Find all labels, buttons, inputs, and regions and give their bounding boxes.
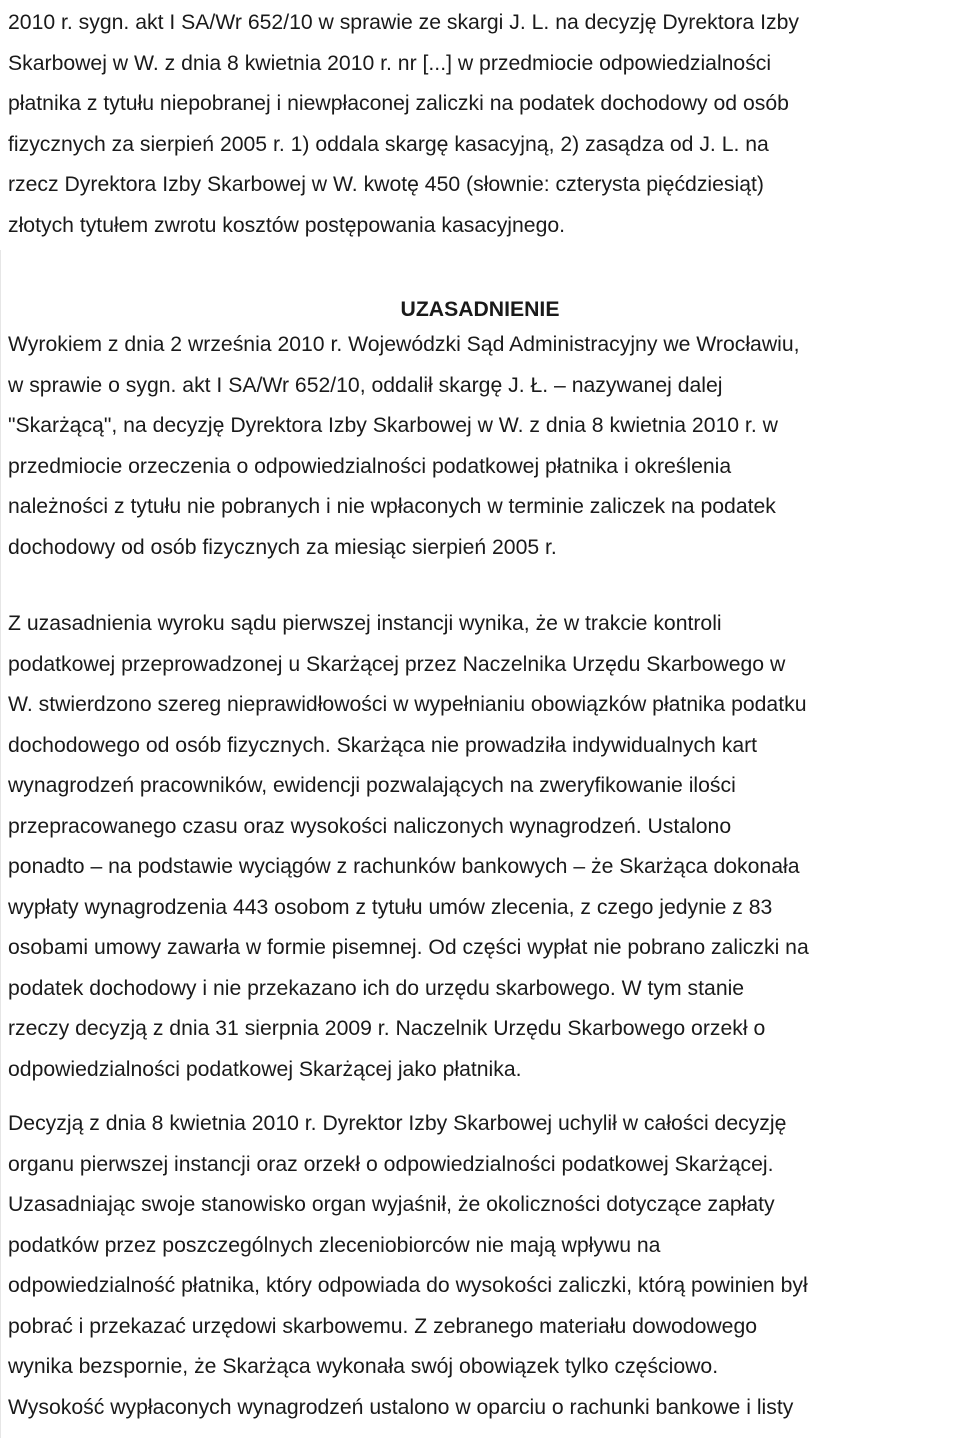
- text-line: odpowiedzialność płatnika, który odpowiada do wysokości zaliczki, którą powinien był: [8, 1274, 808, 1297]
- text-line: płatnika z tytułu niepobranej i niewpłaconej zaliczki na podatek dochodowy od osób: [8, 92, 789, 115]
- text-line: wynika bezspornie, że Skarżąca wykonała swój obowiązek tylko częściowo.: [8, 1355, 719, 1378]
- text-line: dochodowego od osób fizycznych. Skarżąca nie prowadziła indywidualnych kart: [8, 733, 758, 757]
- text-line: przepracowanego czasu oraz wysokości naliczonych wynagrodzeń. Ustalono: [8, 814, 732, 838]
- text-line: W. stwierdzono szereg nieprawidłowości w wypełnianiu obowiązków płatnika podatku: [8, 693, 807, 716]
- judgment-operative-paragraph: [8, 3, 956, 246]
- text-line: podatkowej przeprowadzonej u Skarżącej przez Naczelnika Urzędu Skarbowego w: [8, 652, 786, 676]
- text-line: odpowiedzialności podatkowej Skarżącej jako płatnika.: [8, 1057, 522, 1081]
- text-line: rzecz Dyrektora Izby Skarbowej w W. kwotę 450 (słownie: czterysta pięćdziesiąt): [8, 173, 764, 196]
- text-line: wypłaty wynagrodzenia 443 osobom z tytułu umów zlecenia, z czego jedynie z 83: [8, 895, 773, 919]
- text-line: wynagrodzeń pracowników, ewidencji pozwalających na zweryfikowanie ilości: [8, 774, 736, 797]
- text-line: podatek dochodowy i nie przekazano ich do urzędu skarbowego. W tym stanie: [8, 976, 745, 1000]
- reasoning-paragraph-1: [8, 325, 956, 568]
- text-line: organu pierwszej instancji oraz orzekł o odpowiedzialności podatkowej Skarżącej.: [8, 1152, 774, 1176]
- text-line: należności z tytułu nie pobranych i nie wpłaconych w terminie zaliczek na podatek: [8, 495, 776, 518]
- text-line: osobami umowy zawarła w formie pisemnej. Od części wypłat nie pobrano zaliczki na: [8, 936, 809, 959]
- text-line: Skarbowej w W. z dnia 8 kwietnia 2010 r. nr [...] w przedmiocie odpowiedzialności: [8, 51, 772, 75]
- text-line: Z uzasadnienia wyroku sądu pierwszej instancji wynika, że w trakcie kontroli: [8, 612, 722, 635]
- text-line: podatków przez poszczególnych zleceniobiorców nie mają wpływu na: [8, 1233, 661, 1257]
- text-line: "Skarżącą", na decyzję Dyrektora Izby Skarbowej w W. z dnia 8 kwietnia 2010 r. w: [8, 414, 778, 437]
- text-line: dochodowy od osób fizycznych za miesiąc sierpień 2005 r.: [8, 535, 557, 559]
- text-line: Uzasadniając swoje stanowisko organ wyjaśnił, że okoliczności dotyczące zapłaty: [8, 1193, 775, 1216]
- text-line: w sprawie o sygn. akt I SA/Wr 652/10, oddalił skargę J. Ł. – nazywanej dalej: [8, 373, 723, 397]
- text-line: fizycznych za sierpień 2005 r. 1) oddala skargę kasacyjną, 2) zasądza od J. L. na: [8, 132, 769, 156]
- section-heading: UZASADNIENIE: [400, 298, 560, 321]
- text-line: 2010 r. sygn. akt I SA/Wr 652/10 w sprawie ze skargi J. L. na decyzję Dyrektora Izby: [8, 11, 799, 34]
- text-line: Wyrokiem z dnia 2 września 2010 r. Wojewódzki Sąd Administracyjny we Wrocławiu,: [8, 333, 800, 356]
- text-line: pobrać i przekazać urzędowi skarbowemu. Z zebranego materiału dowodowego: [8, 1314, 758, 1338]
- reasoning-paragraph-3: [8, 1104, 956, 1428]
- text-line: Wysokość wypłaconych wynagrodzeń ustalono w oparciu o rachunki bankowe i listy: [8, 1395, 794, 1419]
- text-line: przedmiocie orzeczenia o odpowiedzialności podatkowej płatnika i określenia: [8, 454, 732, 478]
- text-line: ponadto – na podstawie wyciągów z rachunków bankowych – że Skarżąca dokonała: [8, 855, 800, 878]
- text-line: złotych tytułem zwrotu kosztów postępowania kasacyjnego.: [8, 213, 566, 237]
- text-line: Decyzją z dnia 8 kwietnia 2010 r. Dyrektor Izby Skarbowej uchylił w całości decyzję: [8, 1112, 787, 1135]
- text-line: rzeczy decyzją z dnia 31 sierpnia 2009 r. Naczelnik Urzędu Skarbowego orzekł o: [8, 1017, 766, 1040]
- page-edge-rule: [0, 250, 1, 1438]
- reasoning-paragraph-2: [8, 604, 956, 1090]
